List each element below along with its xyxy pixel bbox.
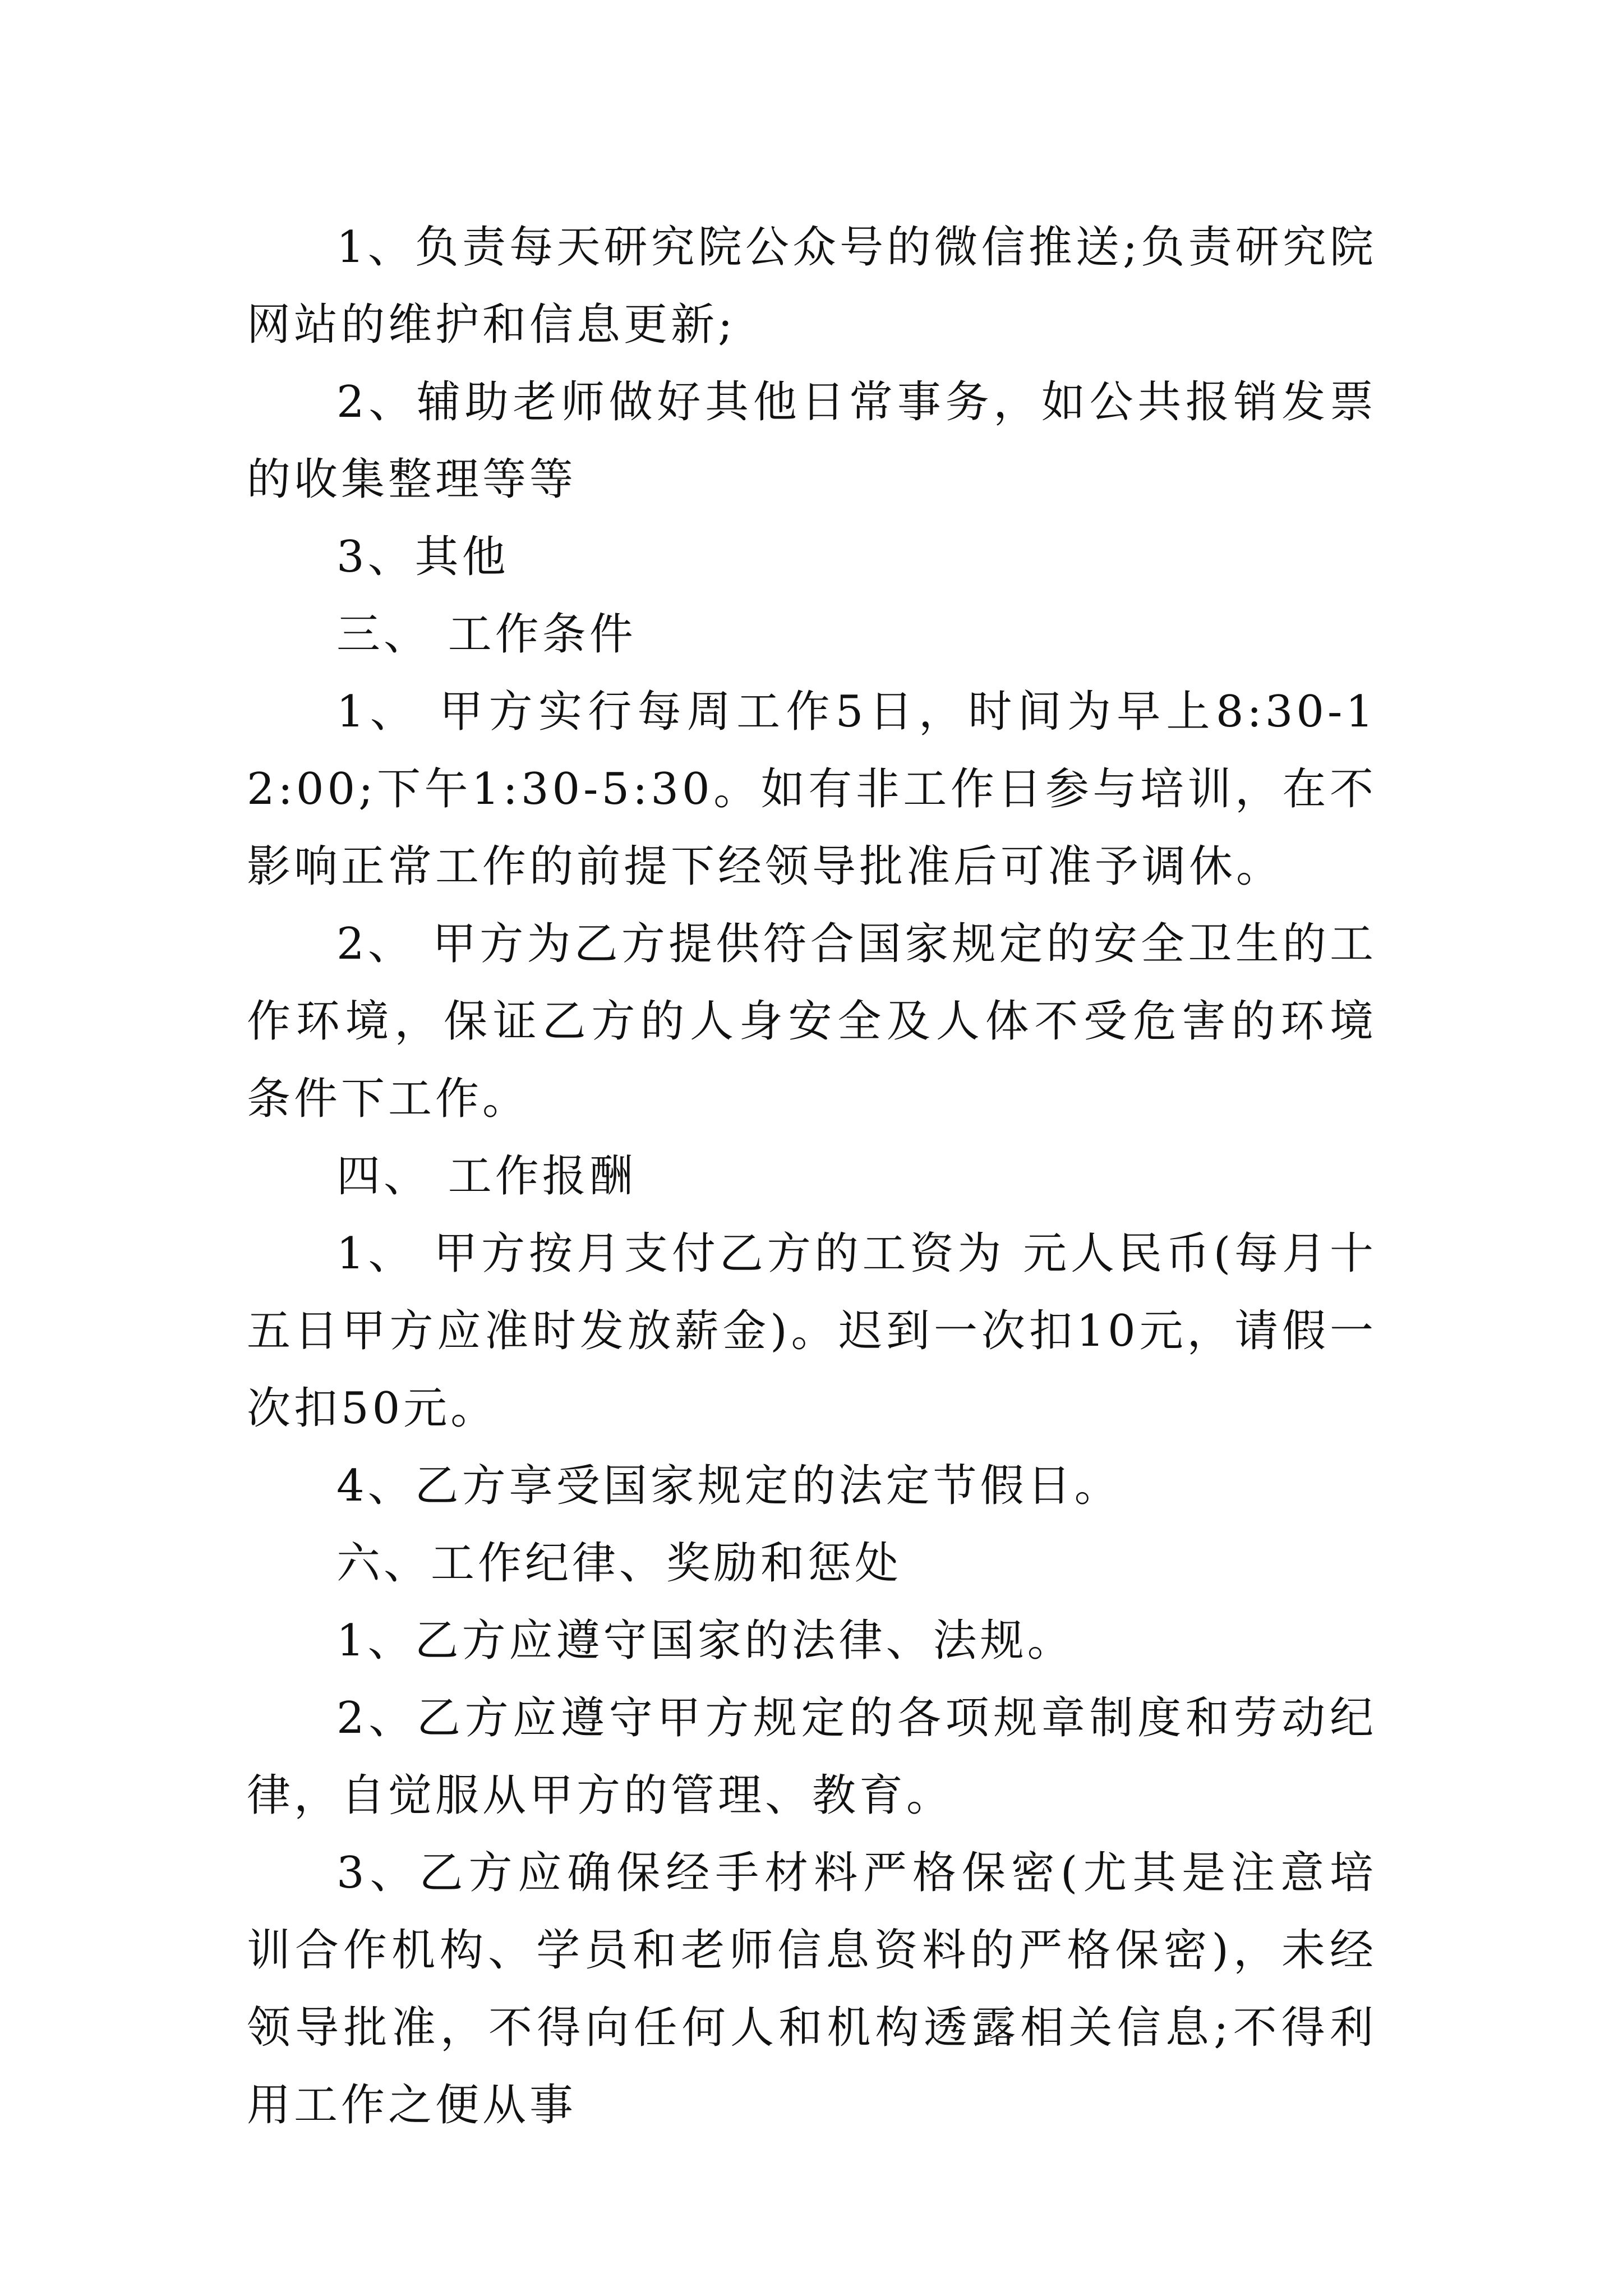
paragraph: 1、乙方应遵守国家的法律、法规。 bbox=[336, 1616, 1075, 1666]
document-body bbox=[247, 209, 1377, 2144]
paragraph: 1、 甲方实行每周工作5日，时间为早上8:30-12:00;下午1:30-5:30。如有非工作日参与培训，在不影响正常工作的前提下经领导批准后可准予调休。 bbox=[247, 687, 1377, 892]
paragraph: 2、辅助老师做好其他日常事务，如公共报销发票的收集整理等等 bbox=[247, 377, 1377, 505]
paragraph: 1、负责每天研究院公众号的微信推送;负责研究院网站的维护和信息更新; bbox=[247, 222, 1377, 350]
paragraph: 2、乙方应遵守甲方规定的各项规章制度和劳动纪律，自觉服从甲方的管理、教育。 bbox=[247, 1693, 1377, 1821]
paragraph: 4、乙方享受国家规定的法定节假日。 bbox=[336, 1461, 1122, 1511]
section-heading: 三、 工作条件 bbox=[336, 609, 637, 660]
section-heading: 六、工作纪律、奖励和惩处 bbox=[336, 1538, 902, 1589]
section-heading: 四、 工作报酬 bbox=[336, 1151, 637, 1202]
paragraph: 3、乙方应确保经手材料严格保密(尤其是注意培训合作机构、学员和老师信息资料的严格保密)，未经领导批准，不得向任何人和机构透露相关信息;不得利用工作之便从事 bbox=[247, 1848, 1377, 2131]
paragraph: 1、 甲方按月支付乙方的工资为 元人民币(每月十五日甲方应准时发放薪金)。迟到一次扣10元，请假一次扣50元。 bbox=[247, 1228, 1377, 1434]
paragraph: 2、 甲方为乙方提供符合国家规定的安全卫生的工作环境，保证乙方的人身安全及人体不受危害的环境条件下工作。 bbox=[247, 919, 1377, 1124]
paragraph: 3、其他 bbox=[336, 532, 509, 582]
